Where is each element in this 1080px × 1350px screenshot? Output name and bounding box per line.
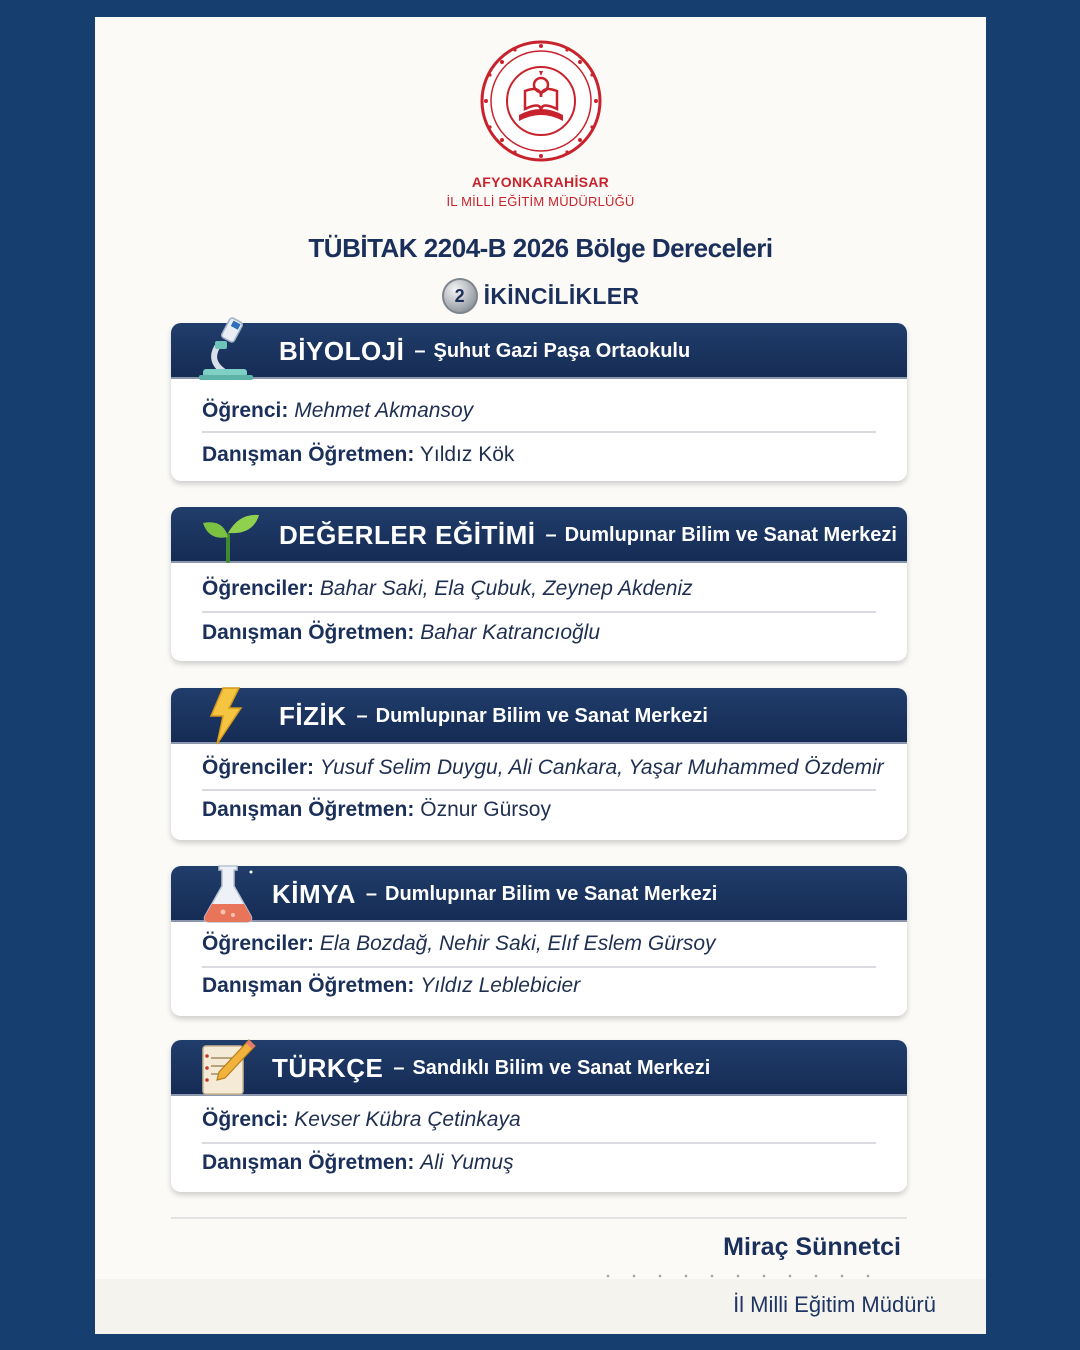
flask-icon	[195, 860, 261, 926]
organization-subname: İL MİLLİ EĞİTİM MÜDÜRLÜĞÜ	[446, 194, 635, 209]
advisor-value: Yıldız Leblebicier	[420, 974, 581, 997]
advisor-label: Danışman Öğretmen:	[202, 621, 415, 644]
advisor-value: Bahar Katrancıoğlu	[420, 621, 601, 644]
notepad-pencil-icon	[195, 1034, 261, 1100]
school-name: Şuhut Gazi Paşa Ortaokulu	[433, 339, 691, 362]
award-card-header: FİZİK – Dumlupınar Bilim ve Sanat Merkezi	[171, 688, 907, 744]
students-value: Yusuf Selim Duygu, Ali Cankara, Yaşar Muhammed Özdemir	[319, 756, 884, 779]
advisor-label: Danışman Öğretmen:	[202, 798, 415, 821]
students-label: Öğrenciler:	[202, 932, 315, 955]
award-card-header: BİYOLOJİ – Şuhut Gazi Paşa Ortaokulu	[171, 323, 907, 379]
sprout-icon	[195, 501, 261, 567]
students-value: Bahar Saki, Ela Çubuk, Zeynep Akdeniz	[319, 577, 693, 600]
students-row	[202, 932, 716, 956]
students-row	[202, 399, 473, 423]
award-card-fizik	[171, 688, 907, 840]
organization-name: AFYONKARAHİSAR	[471, 174, 610, 190]
row-divider	[202, 789, 876, 791]
students-value: Kevser Kübra Çetinkaya	[294, 1108, 521, 1131]
row-divider	[202, 966, 876, 968]
students-row	[202, 577, 693, 601]
subject-title: TÜRKÇE	[272, 1052, 384, 1083]
footer-divider	[171, 1217, 907, 1219]
section-heading	[95, 278, 986, 314]
advisor-value: Öznur Gürsoy	[420, 798, 551, 821]
row-divider	[202, 431, 876, 433]
signature-dots	[595, 1274, 885, 1278]
students-row	[202, 756, 884, 780]
award-card-turkce	[171, 1040, 907, 1192]
award-card-degerler-egitimi	[171, 507, 907, 661]
row-divider	[202, 1142, 876, 1144]
students-value: Mehmet Akmansoy	[294, 399, 474, 422]
meb-seal-icon	[479, 39, 603, 163]
award-card-header: TÜRKÇE – Sandıklı Bilim ve Sanat Merkezi	[171, 1040, 907, 1096]
school-name: Dumlupınar Bilim ve Sanat Merkezi	[375, 704, 708, 727]
advisor-row	[202, 621, 600, 645]
section-heading-label: İKİNCİLİKLER	[483, 282, 640, 309]
award-card-header: KİMYA – Dumlupınar Bilim ve Sanat Merkezi	[171, 866, 907, 922]
silver-medal-icon	[442, 278, 478, 314]
advisor-row	[202, 1151, 514, 1175]
page-title: TÜBİTAK 2204-B 2026 Bölge Dereceleri	[308, 233, 773, 263]
students-label: Öğrenciler:	[202, 756, 315, 779]
subject-title: KİMYA	[272, 878, 356, 909]
row-divider	[202, 611, 876, 613]
students-label: Öğrenciler:	[202, 577, 315, 600]
microscope-icon	[195, 317, 261, 383]
award-card-biyoloji	[171, 323, 907, 481]
school-name: Dumlupınar Bilim ve Sanat Merkezi	[385, 882, 718, 905]
signatory-name: Miraç Sünnetci	[723, 1233, 901, 1261]
advisor-row	[202, 443, 514, 467]
subject-title: BİYOLOJİ	[279, 335, 405, 366]
award-card-kimya	[171, 866, 907, 1016]
school-name: Sandıklı Bilim ve Sanat Merkezi	[412, 1056, 711, 1079]
advisor-label: Danışman Öğretmen:	[202, 1151, 415, 1174]
students-row	[202, 1108, 521, 1132]
advisor-value: Ali Yumuş	[420, 1151, 514, 1174]
subject-title: DEĞERLER EĞİTİMİ	[279, 519, 536, 550]
subject-title: FİZİK	[279, 700, 347, 731]
medal-number: 2	[454, 285, 465, 306]
students-value: Ela Bozdağ, Nehir Saki, Elıf Eslem Gürsoy	[319, 932, 716, 955]
advisor-row	[202, 974, 580, 998]
signatory-title: İl Milli Eğitim Müdürü	[733, 1292, 936, 1317]
lightning-icon	[195, 682, 261, 748]
advisor-label: Danışman Öğretmen:	[202, 443, 415, 466]
advisor-row	[202, 798, 551, 822]
school-name: Dumlupınar Bilim ve Sanat Merkezi	[564, 523, 897, 546]
award-card-header: DEĞERLER EĞİTİMİ – Dumlupınar Bilim ve Sanat Merkezi	[171, 507, 907, 563]
advisor-value: Yıldız Kök	[419, 443, 515, 466]
students-label: Öğrenci:	[202, 399, 289, 422]
announcement-poster	[95, 17, 986, 1334]
students-label: Öğrenci:	[202, 1108, 289, 1131]
advisor-label: Danışman Öğretmen:	[202, 974, 415, 997]
